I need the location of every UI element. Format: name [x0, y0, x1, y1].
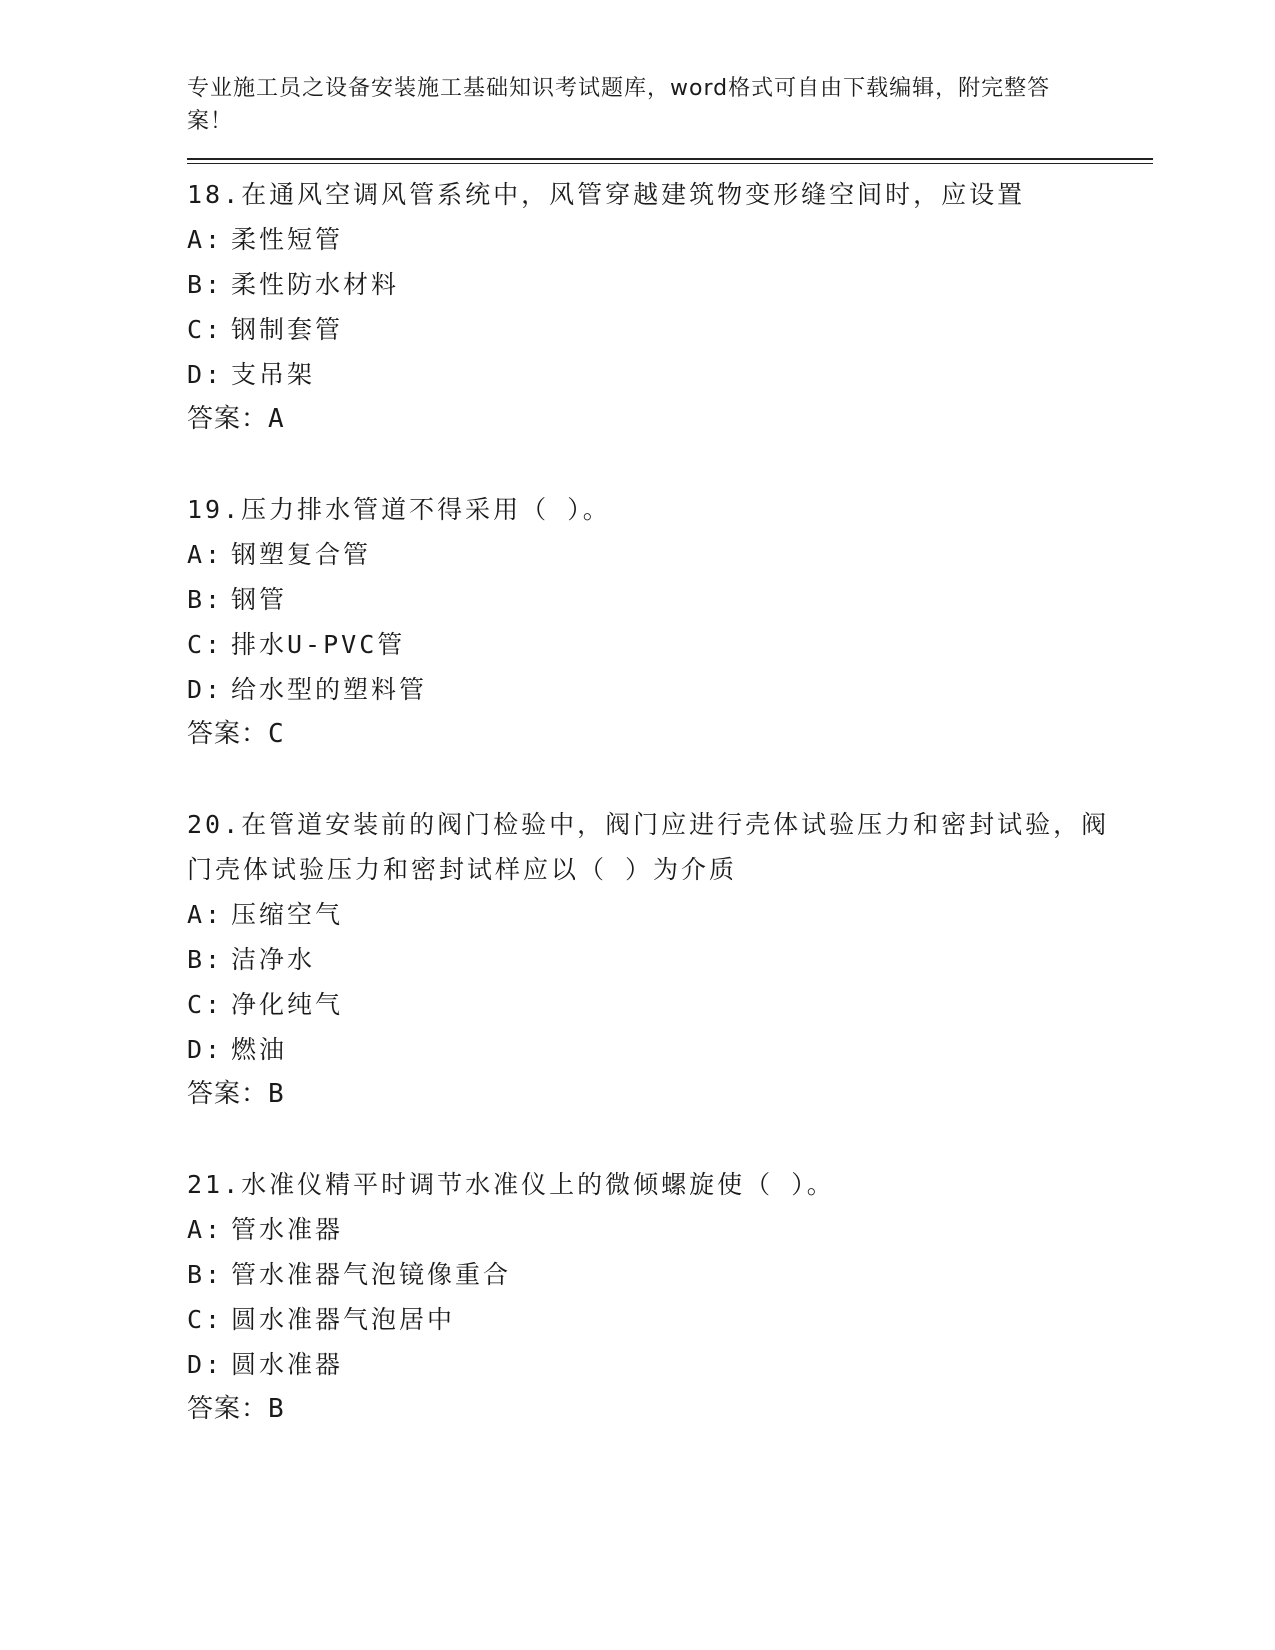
option-a [187, 532, 1153, 577]
option-d [187, 1027, 1153, 1072]
option-label: A: [187, 1215, 224, 1244]
option-text: 压缩空气 [231, 900, 344, 929]
question-text: 18.在通风空调风管系统中，风管穿越建筑物变形缝空间时，应设置 [187, 180, 1026, 209]
option-label: A: [187, 540, 224, 569]
answer-line: 答案：A [187, 404, 285, 434]
option-text: 支吊架 [231, 360, 316, 389]
option-d [187, 1342, 1153, 1387]
option-b [187, 262, 1153, 307]
option-text: 钢制套管 [231, 315, 344, 344]
option-label: C: [187, 315, 224, 344]
option-a [187, 1207, 1153, 1252]
option-c [187, 982, 1153, 1027]
option-a [187, 217, 1153, 262]
option-c [187, 307, 1153, 352]
option-text: 圆水准器气泡居中 [231, 1305, 456, 1334]
option-label: B: [187, 585, 224, 614]
question-21 [187, 1162, 1153, 1432]
option-text: 钢塑复合管 [231, 540, 372, 569]
option-text: 洁净水 [231, 945, 316, 974]
document-header: 专业施工员之设备安装施工基础知识考试题库，word格式可自由下载编辑，附完整答案！ [187, 76, 1051, 134]
option-d [187, 667, 1153, 712]
option-text: 排水U-PVC管 [231, 630, 406, 659]
answer-line: 答案：B [187, 1079, 285, 1109]
option-d [187, 352, 1153, 397]
document-page [187, 72, 1153, 1432]
option-c [187, 622, 1153, 667]
option-text: 净化纯气 [231, 990, 344, 1019]
question-20 [187, 802, 1153, 1117]
option-b [187, 577, 1153, 622]
option-label: B: [187, 270, 224, 299]
option-text: 圆水准器 [231, 1350, 344, 1379]
option-label: C: [187, 990, 224, 1019]
option-label: D: [187, 1350, 224, 1379]
option-b [187, 1252, 1153, 1297]
header-divider [187, 158, 1153, 164]
option-label: D: [187, 675, 224, 704]
option-label: C: [187, 630, 224, 659]
answer-line: 答案：C [187, 719, 285, 749]
option-label: A: [187, 225, 224, 254]
option-label: B: [187, 945, 224, 974]
spacer [187, 442, 1153, 487]
answer-line: 答案：B [187, 1394, 285, 1424]
option-a [187, 892, 1153, 937]
option-text: 管水准器 [231, 1215, 344, 1244]
option-c [187, 1297, 1153, 1342]
option-label: B: [187, 1260, 224, 1289]
option-text: 给水型的塑料管 [231, 675, 428, 704]
option-b [187, 937, 1153, 982]
question-18 [187, 172, 1153, 442]
option-text: 柔性防水材料 [231, 270, 400, 299]
option-text: 钢管 [231, 585, 288, 614]
option-text: 柔性短管 [231, 225, 344, 254]
question-text: 19.压力排水管道不得采用（ ）。 [187, 495, 611, 524]
option-label: D: [187, 1035, 224, 1064]
spacer [187, 757, 1153, 802]
option-label: A: [187, 900, 224, 929]
option-text: 管水准器气泡镜像重合 [231, 1260, 512, 1289]
option-label: C: [187, 1305, 224, 1334]
question-19 [187, 487, 1153, 757]
spacer [187, 1117, 1153, 1162]
option-label: D: [187, 360, 224, 389]
question-text: 21.水准仪精平时调节水准仪上的微倾螺旋使（ ）。 [187, 1170, 835, 1199]
question-text: 20.在管道安装前的阀门检验中，阀门应进行壳体试验压力和密封试验，阀门壳体试验压力和密封试样应以（ ）为介质 [187, 810, 1110, 884]
option-text: 燃油 [231, 1035, 288, 1064]
